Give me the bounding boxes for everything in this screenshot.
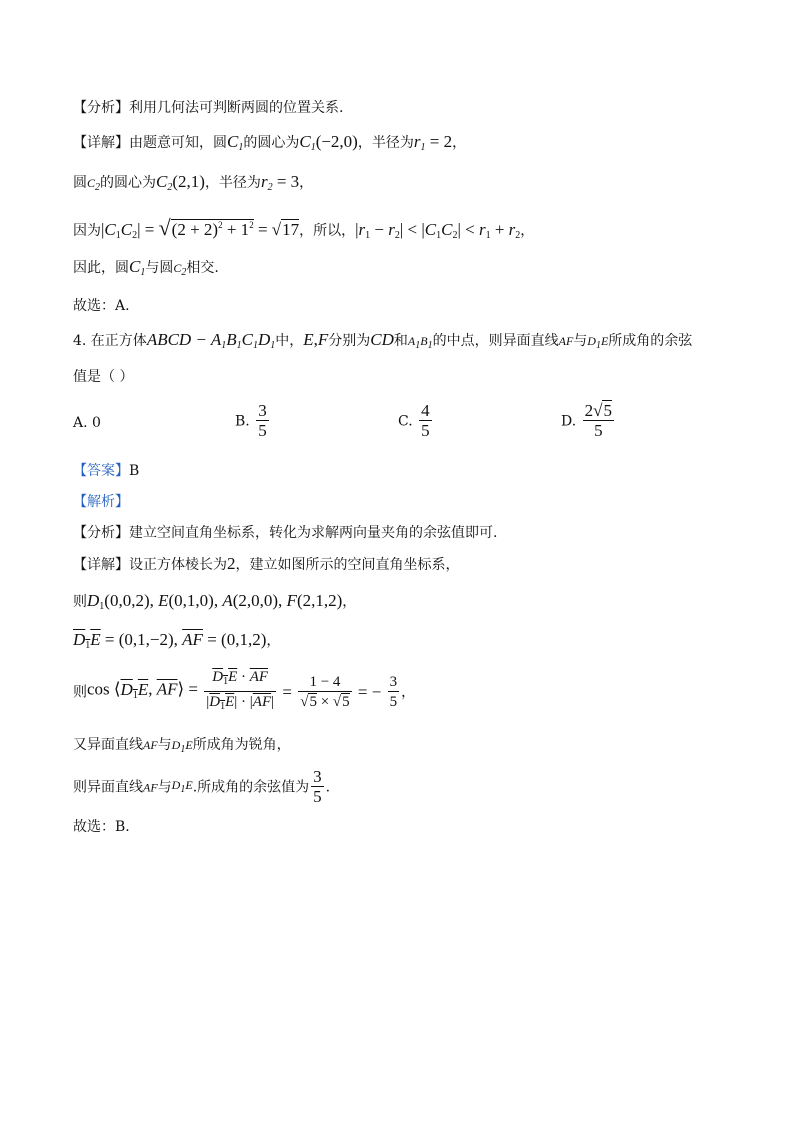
- answer-line: [73, 461, 754, 481]
- text-segment: ，: [266, 633, 281, 649]
- text-segment: ，: [299, 175, 314, 191]
- text-segment: 相交.: [186, 260, 219, 276]
- option-a[interactable]: [73, 413, 101, 433]
- analysis-line-1: [73, 98, 754, 118]
- math-af: AF: [143, 738, 158, 752]
- text-segment: 所成角为锐角，: [192, 737, 291, 753]
- text-segment: .所成角的余弦值为: [192, 779, 310, 796]
- text-segment: ，半径为: [357, 135, 414, 151]
- text-segment: 与: [573, 333, 588, 349]
- math-vectors: $D_1E = (0,1,-2)$, $\overline{AF} = (0,1,2)$: [73, 630, 267, 651]
- text-segment: ，: [401, 684, 416, 701]
- math-c1: $C_1$: [227, 132, 244, 153]
- text-segment: ，: [342, 594, 357, 610]
- text-segment: 分别为: [328, 333, 371, 349]
- math-c2: $C_2$: [173, 261, 187, 278]
- detail-line-3: [73, 215, 754, 246]
- text-segment: D.: [561, 413, 581, 430]
- text-segment: 的圆心为: [243, 135, 300, 151]
- text-segment: 圆: [73, 175, 87, 191]
- text-segment: $\frac{3}{5}$: [389, 674, 398, 710]
- text-segment: ，建立如图所示的空间直角坐标系，: [235, 557, 460, 573]
- math-cube: ABCD − $A_1B_1C_1D_1$: [146, 330, 276, 351]
- choice-line-q3: 故选：A.: [73, 298, 130, 314]
- q4-coords-line: [73, 591, 754, 617]
- text-segment: ，所以，: [299, 223, 356, 239]
- math-cos: $\cos ⟨D_1E$, $\overline{AF}⟩$ =: [87, 679, 203, 701]
- text-segment: 则异面直线: [73, 779, 143, 796]
- solution-tag-line: [73, 492, 754, 512]
- math-c1-coords: (−2,0): [315, 132, 358, 151]
- text-segment: B.: [235, 413, 255, 430]
- text-segment: ，: [520, 223, 535, 239]
- math-cos-fraction: $\frac{D_1E \cdot \overline{AF}}{|D_1E| \cdot |\overline{AF}|}$: [204, 668, 276, 717]
- math-inequality: $|r_1 - r_2| < |C_1C_2| < r_1 + r_2$: [355, 220, 521, 241]
- math-cos-value: $\frac{1 - 4}{√5 \times √5}$: [300, 674, 350, 710]
- analysis-tag: 【分析】: [73, 100, 129, 116]
- math-coordinates: $D_1(0,0,2)$, E(0,1,0), A(2,0,0), F(2,1,2): [87, 591, 343, 612]
- question-4-line-2: 值是（ ）: [73, 369, 134, 385]
- math-distance-expr: $|C_1C_2| = √(2 + 2)^2 + 1^2 = √17$: [101, 215, 300, 241]
- text-segment: ，: [452, 135, 467, 151]
- text-segment: $\frac{3}{5}$: [313, 767, 322, 806]
- math-r2-value: = 3: [272, 172, 300, 191]
- answer-value: B: [129, 463, 140, 479]
- text-segment: 建立空间直角坐标系，转化为求解两向量夹角的余弦值即可.: [129, 525, 498, 541]
- q4-analysis-line: [73, 523, 754, 543]
- math-af: AF: [143, 780, 158, 795]
- math-d1e: $D_1E$: [587, 334, 609, 351]
- text-segment: 所成角的余弦: [608, 333, 693, 349]
- text-segment: 【详解】: [73, 557, 129, 573]
- text-segment: $\frac{2√5}{5}$: [584, 401, 612, 440]
- text-segment: 与: [157, 779, 172, 796]
- text-segment: 的圆心为: [100, 175, 157, 191]
- math-af: AF: [558, 334, 574, 348]
- text-segment: 和: [393, 333, 408, 349]
- text-segment: $\frac{3}{5}$: [258, 401, 267, 440]
- text-segment: 又异面直线: [73, 737, 143, 753]
- text-segment: 4. 在正方体: [73, 333, 147, 349]
- q4-cos-line: 则$\cos ⟨D_1E$, $\overline{AF}⟩$ = $\frac{D_1E \cdot \overline{AF}}{|D_1E| \cdot |\overline{AF}|}$ = $\frac{1 - 4}{√5 \times √5}$ = − $\frac{3}{5}$ ，: [73, 668, 754, 718]
- math-r1-value: = 2: [425, 132, 453, 151]
- math-edge-length: 2: [227, 554, 236, 573]
- detail-line-1: [73, 132, 754, 158]
- math-e-f: E: [303, 330, 314, 349]
- text-segment: 的中点，则异面直线: [432, 333, 559, 349]
- choice-line-q4: 故选：B.: [73, 819, 130, 835]
- math-c2: $C_2$: [87, 176, 101, 193]
- text-segment: C.: [398, 413, 418, 430]
- text-segment: 由题意可知，圆: [129, 135, 227, 151]
- text-segment: 因此，圆: [73, 260, 129, 276]
- q4-vectors-line: [73, 630, 754, 656]
- detail-tag: 【详解】: [73, 135, 129, 151]
- detail-line-2: [73, 172, 754, 198]
- q4-result-line: [73, 768, 754, 808]
- text-segment: 因为: [73, 223, 101, 239]
- text-segment: 与: [157, 737, 172, 753]
- math-c1-center: $C_1$: [299, 132, 316, 153]
- math-c1: $C_1$: [129, 257, 146, 278]
- text-segment: 设正方体棱长为: [129, 557, 227, 573]
- detail-line-4: [73, 257, 754, 283]
- math-c2-center: $C_2$: [156, 172, 173, 193]
- solution-tag: 【解析】: [73, 494, 129, 510]
- math-c2-coords: (2,1): [172, 172, 205, 191]
- question-4-line-1: 4. 在正方体ABCD − $A_1B_1C_1D_1$中，E,F分别为CD和$A_1B_1$的中点，则异面直线AF与$D_1E$所成角的余弦: [73, 330, 693, 351]
- text-segment: 则: [73, 684, 87, 701]
- q4-detail-line: [73, 554, 754, 575]
- math-d1e: $D_1E$: [171, 738, 193, 755]
- text-segment: $\frac{4}{5}$: [421, 401, 430, 440]
- text-segment: 中，: [275, 333, 304, 349]
- math-r2: $r_2$: [260, 172, 273, 193]
- math-a1b1: $A_1B_1$: [407, 334, 433, 351]
- text-segment: .: [325, 779, 331, 796]
- text-segment: 与圆: [145, 260, 174, 276]
- option-c[interactable]: [398, 402, 434, 441]
- text-segment: ，半径为: [204, 175, 261, 191]
- text-segment: A. 0: [73, 415, 101, 431]
- option-d[interactable]: [561, 402, 616, 441]
- option-b[interactable]: [235, 402, 271, 441]
- math-cd: CD: [370, 330, 394, 349]
- q4-acute-line: [73, 735, 754, 760]
- math-r1: $r_1$: [413, 132, 426, 153]
- math-d1e: $D_1E$: [171, 778, 193, 795]
- analysis-text: 利用几何法可判断两圆的位置关系.: [129, 100, 344, 116]
- answer-tag: 【答案】: [73, 463, 129, 479]
- text-segment: 【分析】: [73, 525, 129, 541]
- text-segment: 则: [73, 594, 87, 610]
